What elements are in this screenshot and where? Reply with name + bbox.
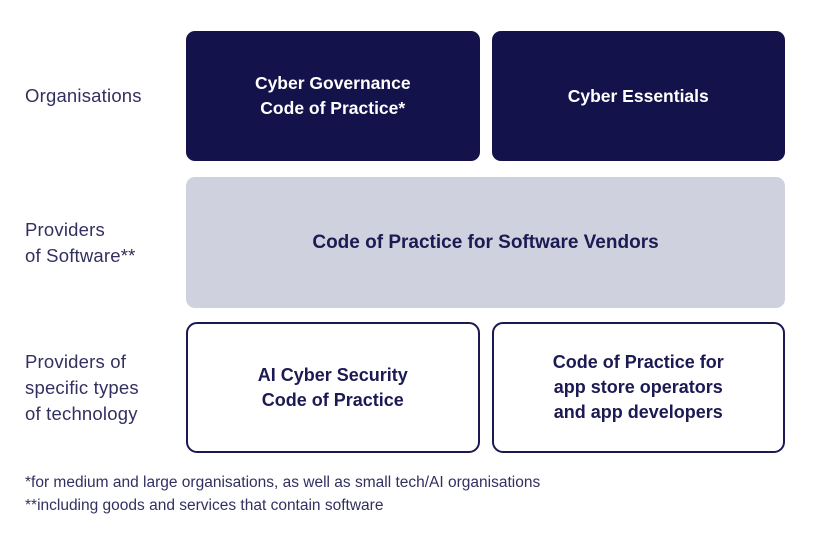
row-label-line: Providers of [25,350,127,372]
box-cyber-governance-code-of-practice [186,31,480,161]
row-providers-of-software [0,177,814,308]
footnote-goods-services: **including goods and services that contain software [25,497,384,514]
box-text-line: Code of Practice* [260,98,406,118]
row-label-providers-of-software [25,177,175,308]
row-label-organisations [25,31,175,161]
row-label-line: of technology [25,402,138,424]
footnotes [25,471,540,517]
box-text-line: Code of Practice for Software Vendors [312,232,659,253]
row-label-line: specific types [25,376,139,398]
box-text-line: Code of Practice [261,389,404,410]
row-organisations-boxes [186,31,785,161]
box-ai-cyber-security-code-of-practice [186,322,480,453]
box-text-line: and app developers [553,402,723,422]
row-providers-specific-technology-boxes [186,322,785,453]
row-label-line: Organisations [25,85,142,106]
row-label-line: Providers [25,218,105,240]
row-label-line: of Software** [25,244,136,266]
row-organisations [0,31,814,161]
box-cyber-essentials [492,31,786,161]
box-text-line: Code of Practice for [552,352,724,372]
box-text-line: Cyber Essentials [567,85,709,106]
box-code-of-practice-app-stores [492,322,786,453]
row-providers-specific-technology [0,322,814,453]
row-label-providers-specific-technology [25,322,175,453]
footnote-medium-large-orgs: *for medium and large organisations, as well as small tech/AI organisations [25,474,541,491]
box-text-line: Cyber Governance [254,73,411,93]
box-text-line: AI Cyber Security [257,364,408,385]
row-providers-of-software-boxes [186,177,785,308]
box-code-of-practice-software-vendors [186,177,785,308]
box-text-line: app store operators [553,377,723,397]
